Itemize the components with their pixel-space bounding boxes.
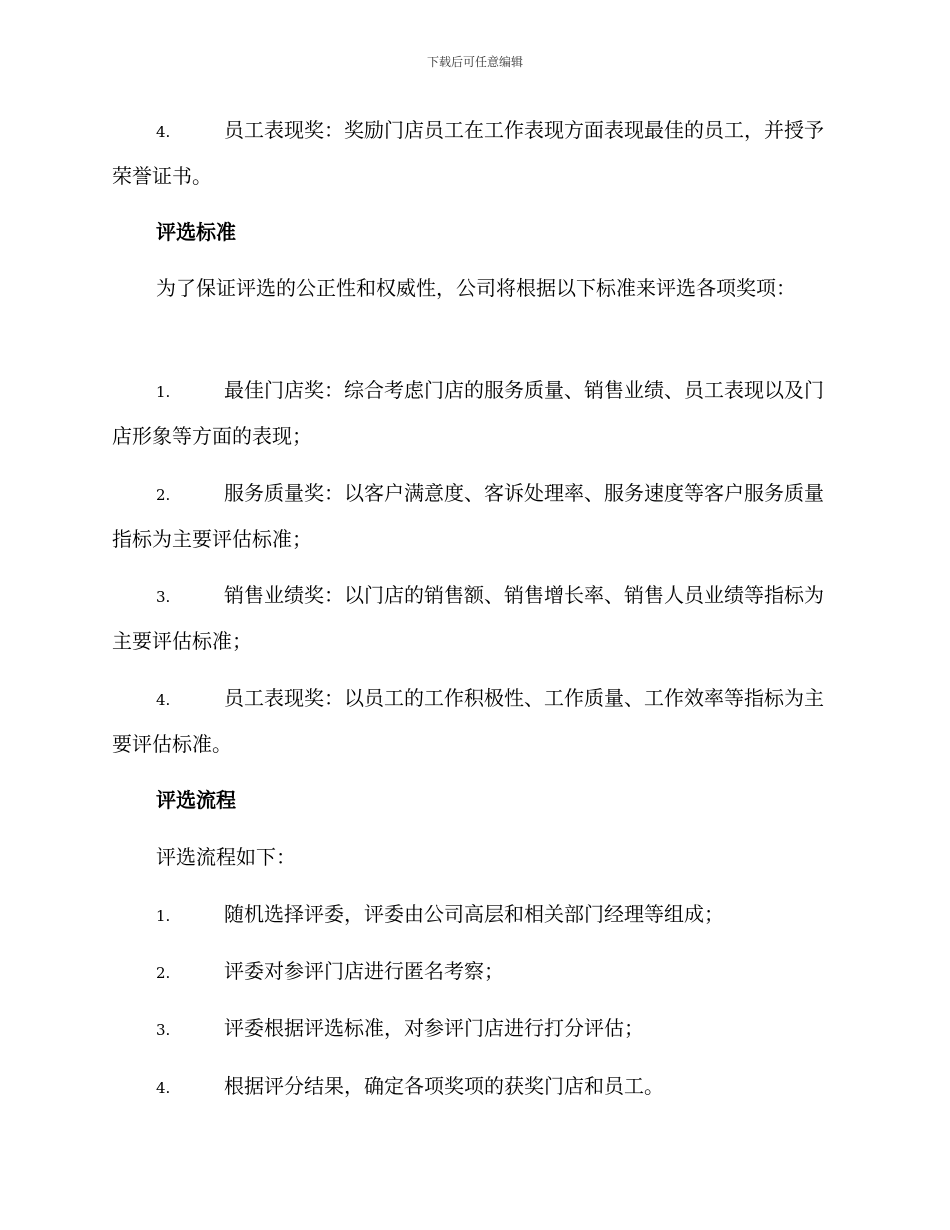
criteria-item bbox=[112, 368, 834, 458]
item-text: 销售业绩奖：以门店的销售额、销售增长率、销售人员业绩等指标为主要评估标准； bbox=[112, 583, 824, 653]
criteria-intro bbox=[112, 266, 834, 310]
page-header: 下载后可任意编辑 bbox=[426, 55, 523, 69]
process-intro: 评选流程如下： bbox=[156, 845, 296, 869]
item-number: 4. bbox=[156, 1079, 171, 1097]
process-item bbox=[112, 1006, 834, 1052]
process-item bbox=[112, 1064, 834, 1110]
criteria-item bbox=[112, 676, 834, 766]
section-heading-process: 评选流程 bbox=[156, 788, 236, 812]
item-number: 4. bbox=[156, 123, 171, 141]
item-text: 根据评分结果，确定各项奖项的获奖门店和员工。 bbox=[224, 1074, 664, 1098]
item-number: 3. bbox=[156, 1021, 171, 1039]
process-item bbox=[112, 892, 834, 938]
item-number: 3. bbox=[156, 588, 171, 606]
item-text: 最佳门店奖：综合考虑门店的服务质量、销售业绩、员工表现以及门店形象等方面的表现； bbox=[112, 378, 824, 448]
item-number: 4. bbox=[156, 691, 171, 709]
item-number: 1. bbox=[156, 907, 171, 925]
process-item bbox=[112, 949, 834, 995]
item-text: 随机选择评委，评委由公司高层和相关部门经理等组成； bbox=[224, 902, 724, 926]
award-item bbox=[112, 108, 834, 198]
item-text: 服务质量奖：以客户满意度、客诉处理率、服务速度等客户服务质量指标为主要评估标准； bbox=[112, 481, 824, 551]
item-number: 2. bbox=[156, 486, 171, 504]
item-number: 1. bbox=[156, 383, 171, 401]
item-text: 员工表现奖：以员工的工作积极性、工作质量、工作效率等指标为主要评估标准。 bbox=[112, 686, 824, 756]
section-heading-criteria: 评选标准 bbox=[156, 220, 236, 244]
item-number: 2. bbox=[156, 964, 171, 982]
item-text: 员工表现奖：奖励门店员工在工作表现方面表现最佳的员工，并授予荣誉证书。 bbox=[112, 118, 824, 188]
criteria-item bbox=[112, 471, 834, 561]
criteria-item bbox=[112, 573, 834, 663]
item-text: 评委对参评门店进行匿名考察； bbox=[224, 959, 504, 983]
criteria-intro-text: 为了保证评选的公正性和权威性，公司将根据以下标准来评选各项奖项： bbox=[156, 276, 796, 300]
item-text: 评委根据评选标准，对参评门店进行打分评估； bbox=[224, 1016, 644, 1040]
